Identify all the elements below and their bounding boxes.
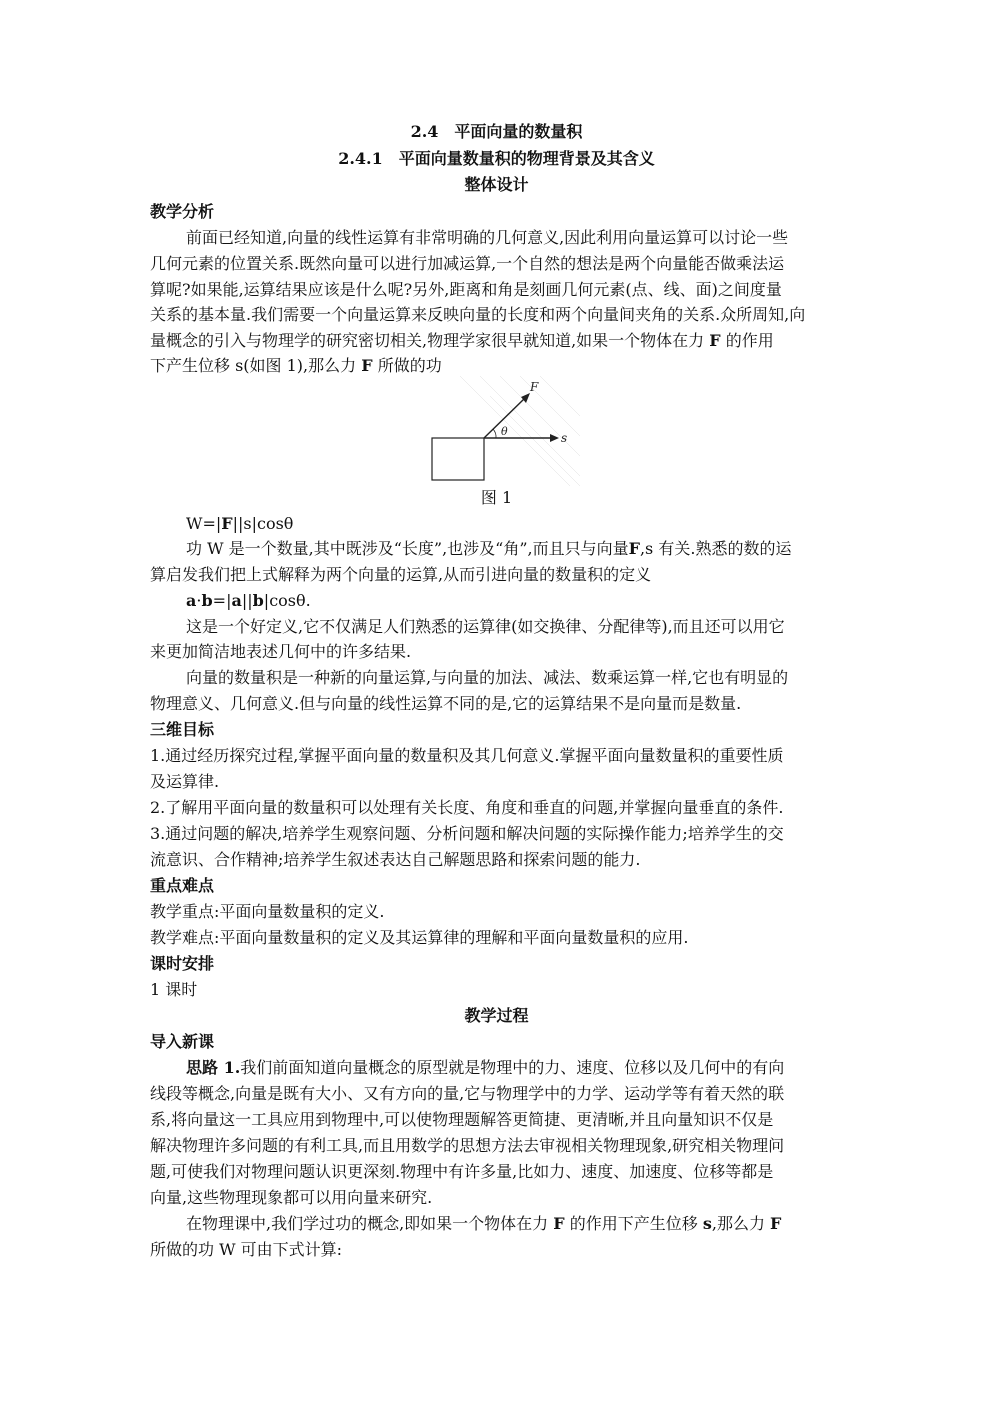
schedule-text: 1 课时 [150,980,198,999]
work-concept-line-1: 在物理课中,我们学过功的概念,即如果一个物体在力 F 的作用下产生位移 s,那么力 F [186,1214,782,1233]
analysis-line-2: 几何元素的位置关系.既然向量可以进行加减运算,一个自然的想法是两个向量能否做乘法运 [150,254,785,273]
difficulty-line: 教学难点:平面向量数量积的定义及其运算律的理解和平面向量数量积的应用. [150,928,689,947]
subsection-title: 2.4.1 平面向量数量积的物理背景及其含义 [338,149,655,168]
analysis-line-1: 前面已经知道,向量的线性运算有非常明确的几何意义,因此利用向量运算可以讨论一些 [186,228,789,247]
intro-heading: 导入新课 [150,1032,215,1051]
idea-line-2: 线段等概念,向量是既有大小、又有方向的量,它与物理学中的力学、运动学等有着天然的联 [150,1084,785,1103]
idea-line-6: 向量,这些物理现象都可以用向量来研究. [150,1188,433,1207]
meaning-line-1: 向量的数量积是一种新的向量运算,与向量的加法、减法、数乘运算一样,它也有明显的 [186,668,789,687]
schedule-heading: 课时安排 [150,954,215,973]
goal-line-3: 2.了解用平面向量的数量积可以处理有关长度、角度和垂直的问题,并掌握向量垂直的条件. [150,798,784,817]
goals-heading: 三维目标 [150,720,215,739]
idea-line-5: 题,可使我们对物理问题认识更深刻.物理中有许多量,比如力、速度、加速度、位移等都是 [150,1162,774,1181]
idea-line-4: 解决物理许多问题的有利工具,而且用数学的思想方法去审视相关物理现象,研究相关物理问 [150,1136,785,1155]
block [432,438,484,480]
figure-caption: 图 1 [480,488,513,507]
definition-line-2: 来更加简洁地表述几何中的许多结果. [150,642,412,661]
goal-line-2: 及运算律. [150,772,220,791]
dot-product-formula: a·b=|a||b|cosθ. [186,591,311,610]
analysis-line-5: 量概念的引入与物理学的研究密切相关,物理学家很早就知道,如果一个物体在力 F 的作用 [150,331,774,350]
analysis-line-6: 下产生位移 s(如图 1),那么力 F 所做的功 [150,356,442,375]
work-formula: W=|F||s|cosθ [186,514,294,533]
section-title: 2.4 平面向量的数量积 [410,122,583,141]
definition-line-1: 这是一个好定义,它不仅满足人们熟悉的运算律(如交换律、分配律等),而且还可以用它 [186,617,785,636]
goal-line-5: 流意识、合作精神;培养学生叙述表达自己解题思路和探索问题的能力. [150,850,641,869]
design-title: 整体设计 [464,175,529,194]
idea-line-1: 思路 1.我们前面知道向量概念的原型就是物理中的力、速度、位移以及几何中的有向 [186,1058,785,1077]
key-points-heading: 重点难点 [150,876,215,895]
angle-arc [493,429,496,438]
work-explain-line-1: 功 W 是一个数量,其中既涉及“长度”,也涉及“角”,而且只与向量F,s 有关.熟悉的数的运 [186,539,792,558]
analysis-line-3: 算呢?如果能,运算结果应该是什么呢?另外,距离和角是刻画几何元素(点、线、面)之间度量 [150,280,782,299]
process-title: 教学过程 [464,1006,529,1025]
goal-line-1: 1.通过经历探究过程,掌握平面向量的数量积及其几何意义.掌握平面向量数量积的重要性质 [150,746,784,765]
idea-line-3: 系,将向量这一工具应用到物理中,可以使物理题解答更简捷、更清晰,并且向量知识不仅是 [150,1110,774,1129]
goal-line-4: 3.通过问题的解决,培养学生观察问题、分析问题和解决问题的实际操作能力;培养学生的交 [150,824,784,843]
meaning-line-2: 物理意义、几何意义.但与向量的线性运算不同的是,它的运算结果不是向量而是数量. [150,694,742,713]
force-label: F [530,380,539,394]
work-concept-line-2: 所做的功 W 可由下式计算: [150,1240,343,1259]
force-displacement-figure [420,376,580,486]
displacement-arrowhead [550,434,559,442]
displacement-label: s [561,431,568,445]
work-explain-line-2: 算启发我们把上式解释为两个向量的运算,从而引进向量的数量积的定义 [150,565,652,584]
analysis-heading: 教学分析 [150,202,215,221]
analysis-line-4: 关系的基本量.我们需要一个向量运算来反映向量的长度和两个向量间夹角的关系.众所周知,向 [150,305,806,324]
key-point-line: 教学重点:平面向量数量积的定义. [150,902,385,921]
angle-label: θ [501,425,508,438]
